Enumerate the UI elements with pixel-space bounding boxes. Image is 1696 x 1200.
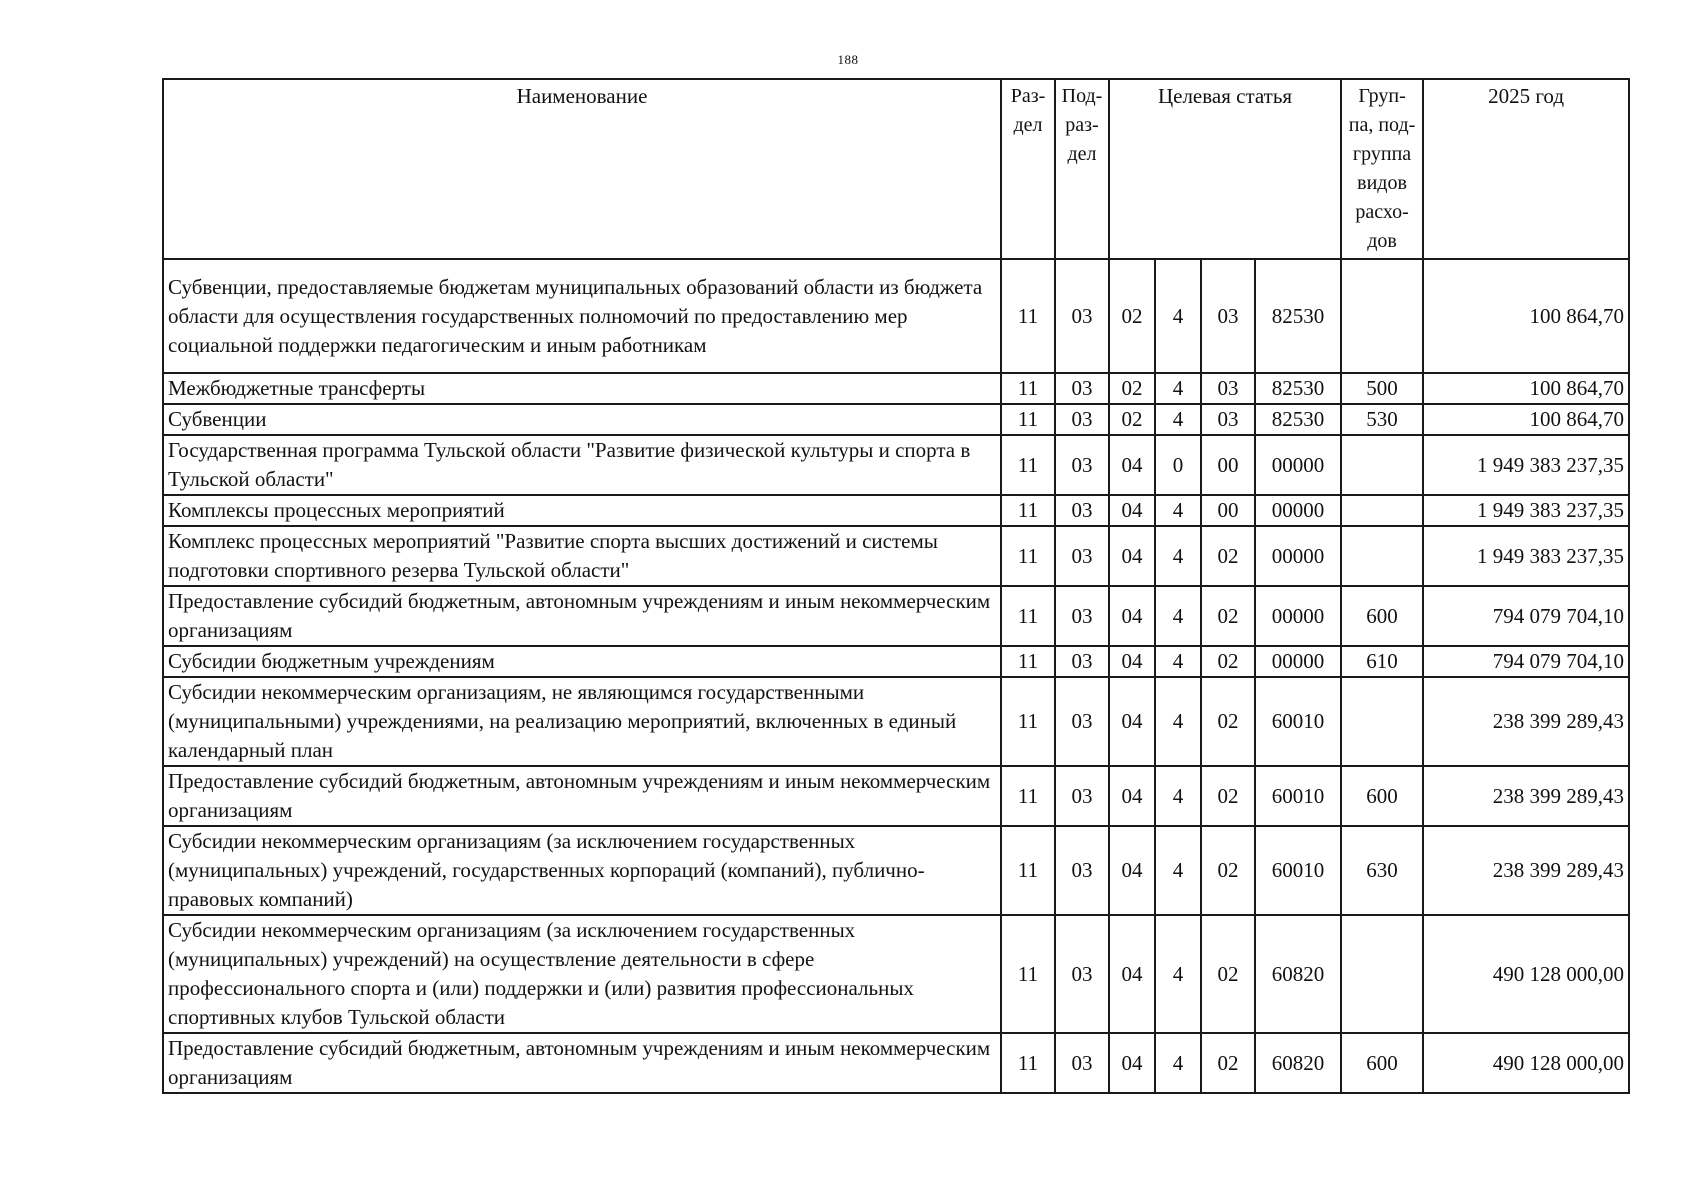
row-target-program: 04 — [1109, 1033, 1155, 1093]
row-amount: 1 949 383 237,35 — [1423, 495, 1629, 526]
row-target-direction: 60010 — [1255, 766, 1341, 826]
row-expense-group: 600 — [1341, 766, 1423, 826]
row-target-direction: 00000 — [1255, 495, 1341, 526]
row-amount: 490 128 000,00 — [1423, 1033, 1629, 1093]
row-target-subprogram: 02 — [1201, 766, 1255, 826]
row-target-subprogram: 03 — [1201, 259, 1255, 373]
row-expense-group: 600 — [1341, 1033, 1423, 1093]
row-section: 11 — [1001, 435, 1055, 495]
row-target-direction: 00000 — [1255, 646, 1341, 677]
row-target-type: 4 — [1155, 677, 1201, 766]
row-section: 11 — [1001, 404, 1055, 435]
row-subsection: 03 — [1055, 1033, 1109, 1093]
row-expense-group — [1341, 526, 1423, 586]
row-target-subprogram: 02 — [1201, 1033, 1255, 1093]
row-target-program: 04 — [1109, 435, 1155, 495]
row-subsection: 03 — [1055, 826, 1109, 915]
row-amount: 100 864,70 — [1423, 404, 1629, 435]
row-subsection: 03 — [1055, 586, 1109, 646]
row-subsection: 03 — [1055, 766, 1109, 826]
header-target-article: Целевая статья — [1109, 79, 1341, 259]
row-name: Субвенции — [163, 404, 1001, 435]
row-target-direction: 82530 — [1255, 259, 1341, 373]
table-row — [163, 526, 1629, 586]
row-target-program: 04 — [1109, 826, 1155, 915]
row-amount: 794 079 704,10 — [1423, 646, 1629, 677]
row-target-program: 02 — [1109, 373, 1155, 404]
row-section: 11 — [1001, 586, 1055, 646]
row-target-subprogram: 02 — [1201, 677, 1255, 766]
row-target-subprogram: 03 — [1201, 373, 1255, 404]
row-target-program: 04 — [1109, 646, 1155, 677]
row-amount: 238 399 289,43 — [1423, 766, 1629, 826]
row-amount: 238 399 289,43 — [1423, 826, 1629, 915]
row-amount: 238 399 289,43 — [1423, 677, 1629, 766]
row-target-subprogram: 02 — [1201, 826, 1255, 915]
row-target-program: 04 — [1109, 677, 1155, 766]
row-target-direction: 60010 — [1255, 826, 1341, 915]
row-target-program: 04 — [1109, 526, 1155, 586]
row-subsection: 03 — [1055, 259, 1109, 373]
row-target-type: 0 — [1155, 435, 1201, 495]
table-row — [163, 915, 1629, 1033]
table-row — [163, 373, 1629, 404]
row-target-direction: 82530 — [1255, 373, 1341, 404]
row-target-direction: 82530 — [1255, 404, 1341, 435]
row-target-type: 4 — [1155, 586, 1201, 646]
row-target-type: 4 — [1155, 766, 1201, 826]
row-target-direction: 00000 — [1255, 526, 1341, 586]
row-target-type: 4 — [1155, 373, 1201, 404]
row-subsection: 03 — [1055, 404, 1109, 435]
row-section: 11 — [1001, 373, 1055, 404]
row-expense-group — [1341, 435, 1423, 495]
row-subsection: 03 — [1055, 435, 1109, 495]
header-expense-group-text: Груп- па, под- группа видов расхо- дов — [1348, 85, 1416, 252]
row-section: 11 — [1001, 259, 1055, 373]
row-amount: 794 079 704,10 — [1423, 586, 1629, 646]
table-row — [163, 435, 1629, 495]
row-section: 11 — [1001, 826, 1055, 915]
header-section-text: Раз- дел — [1010, 85, 1046, 136]
header-name: Наименование — [163, 79, 1001, 259]
row-target-program: 04 — [1109, 766, 1155, 826]
row-target-direction: 60010 — [1255, 677, 1341, 766]
row-target-program: 04 — [1109, 915, 1155, 1033]
row-target-type: 4 — [1155, 646, 1201, 677]
row-expense-group: 530 — [1341, 404, 1423, 435]
row-name: Субвенции, предоставляемые бюджетам муниципальных образований области из бюджета области для осуществления государственных полномочий по предоставлению мер социальной поддержки педагогическим и иным работникам — [163, 259, 1001, 373]
row-expense-group: 610 — [1341, 646, 1423, 677]
table-row — [163, 646, 1629, 677]
row-target-subprogram: 03 — [1201, 404, 1255, 435]
table-row — [163, 404, 1629, 435]
table-row — [163, 677, 1629, 766]
row-target-subprogram: 02 — [1201, 526, 1255, 586]
table-row — [163, 495, 1629, 526]
row-target-subprogram: 02 — [1201, 646, 1255, 677]
row-target-type: 4 — [1155, 495, 1201, 526]
row-expense-group — [1341, 677, 1423, 766]
row-expense-group — [1341, 495, 1423, 526]
row-expense-group: 630 — [1341, 826, 1423, 915]
header-subsection — [1055, 79, 1109, 259]
row-amount: 1 949 383 237,35 — [1423, 435, 1629, 495]
row-amount: 100 864,70 — [1423, 259, 1629, 373]
row-amount: 100 864,70 — [1423, 373, 1629, 404]
row-name: Комплексы процессных мероприятий — [163, 495, 1001, 526]
row-expense-group: 600 — [1341, 586, 1423, 646]
table-header-row — [163, 79, 1629, 259]
table-row — [163, 826, 1629, 915]
row-name: Комплекс процессных мероприятий "Развитие спорта высших достижений и системы подготовки спортивного резерва Тульской области" — [163, 526, 1001, 586]
row-name: Предоставление субсидий бюджетным, автономным учреждениям и иным некоммерческим организациям — [163, 766, 1001, 826]
row-target-type: 4 — [1155, 826, 1201, 915]
table-row — [163, 259, 1629, 373]
row-name: Предоставление субсидий бюджетным, автономным учреждениям и иным некоммерческим организациям — [163, 1033, 1001, 1093]
row-subsection: 03 — [1055, 915, 1109, 1033]
row-name: Государственная программа Тульской области "Развитие физической культуры и спорта в Тульской области" — [163, 435, 1001, 495]
header-section — [1001, 79, 1055, 259]
row-target-type: 4 — [1155, 404, 1201, 435]
header-subsection-text: Под- раз- дел — [1061, 85, 1103, 165]
row-name: Субсидии некоммерческим организациям (за исключением государственных (муниципальных) учреждений) на осуществление деятельности в сфере профессионального спорта и (или) поддержки и (или) развития профессиональных спортивных клубов Тульской области — [163, 915, 1001, 1033]
budget-table — [162, 78, 1630, 1094]
row-section: 11 — [1001, 526, 1055, 586]
row-expense-group — [1341, 915, 1423, 1033]
row-name: Предоставление субсидий бюджетным, автономным учреждениям и иным некоммерческим организациям — [163, 586, 1001, 646]
row-name: Субсидии некоммерческим организациям, не являющимся государственными (муниципальными) учреждениями, на реализацию мероприятий, включенных в единый календарный план — [163, 677, 1001, 766]
row-name: Субсидии бюджетным учреждениям — [163, 646, 1001, 677]
row-subsection: 03 — [1055, 495, 1109, 526]
row-subsection: 03 — [1055, 373, 1109, 404]
header-expense-group — [1341, 79, 1423, 259]
row-expense-group: 500 — [1341, 373, 1423, 404]
row-target-direction: 00000 — [1255, 435, 1341, 495]
row-target-program: 04 — [1109, 495, 1155, 526]
row-target-type: 4 — [1155, 526, 1201, 586]
row-target-type: 4 — [1155, 915, 1201, 1033]
row-target-type: 4 — [1155, 259, 1201, 373]
row-target-program: 02 — [1109, 404, 1155, 435]
table-body — [163, 259, 1629, 1093]
row-target-subprogram: 00 — [1201, 435, 1255, 495]
table-row — [163, 766, 1629, 826]
row-target-program: 02 — [1109, 259, 1155, 373]
row-target-type: 4 — [1155, 1033, 1201, 1093]
table-row — [163, 586, 1629, 646]
row-subsection: 03 — [1055, 526, 1109, 586]
row-expense-group — [1341, 259, 1423, 373]
page-number: 188 — [837, 52, 859, 67]
row-target-subprogram: 02 — [1201, 586, 1255, 646]
row-section: 11 — [1001, 1033, 1055, 1093]
row-subsection: 03 — [1055, 646, 1109, 677]
row-target-direction: 60820 — [1255, 915, 1341, 1033]
row-target-direction: 00000 — [1255, 586, 1341, 646]
row-target-program: 04 — [1109, 586, 1155, 646]
row-section: 11 — [1001, 677, 1055, 766]
row-section: 11 — [1001, 915, 1055, 1033]
row-section: 11 — [1001, 646, 1055, 677]
row-name: Субсидии некоммерческим организациям (за исключением государственных (муниципальных) учреждений, государственных корпораций (компаний), публично-правовых компаний) — [163, 826, 1001, 915]
row-section: 11 — [1001, 766, 1055, 826]
row-target-subprogram: 02 — [1201, 915, 1255, 1033]
header-year: 2025 год — [1423, 79, 1629, 259]
row-amount: 1 949 383 237,35 — [1423, 526, 1629, 586]
row-target-subprogram: 00 — [1201, 495, 1255, 526]
row-name: Межбюджетные трансферты — [163, 373, 1001, 404]
row-section: 11 — [1001, 495, 1055, 526]
table-row — [163, 1033, 1629, 1093]
row-subsection: 03 — [1055, 677, 1109, 766]
row-target-direction: 60820 — [1255, 1033, 1341, 1093]
row-amount: 490 128 000,00 — [1423, 915, 1629, 1033]
